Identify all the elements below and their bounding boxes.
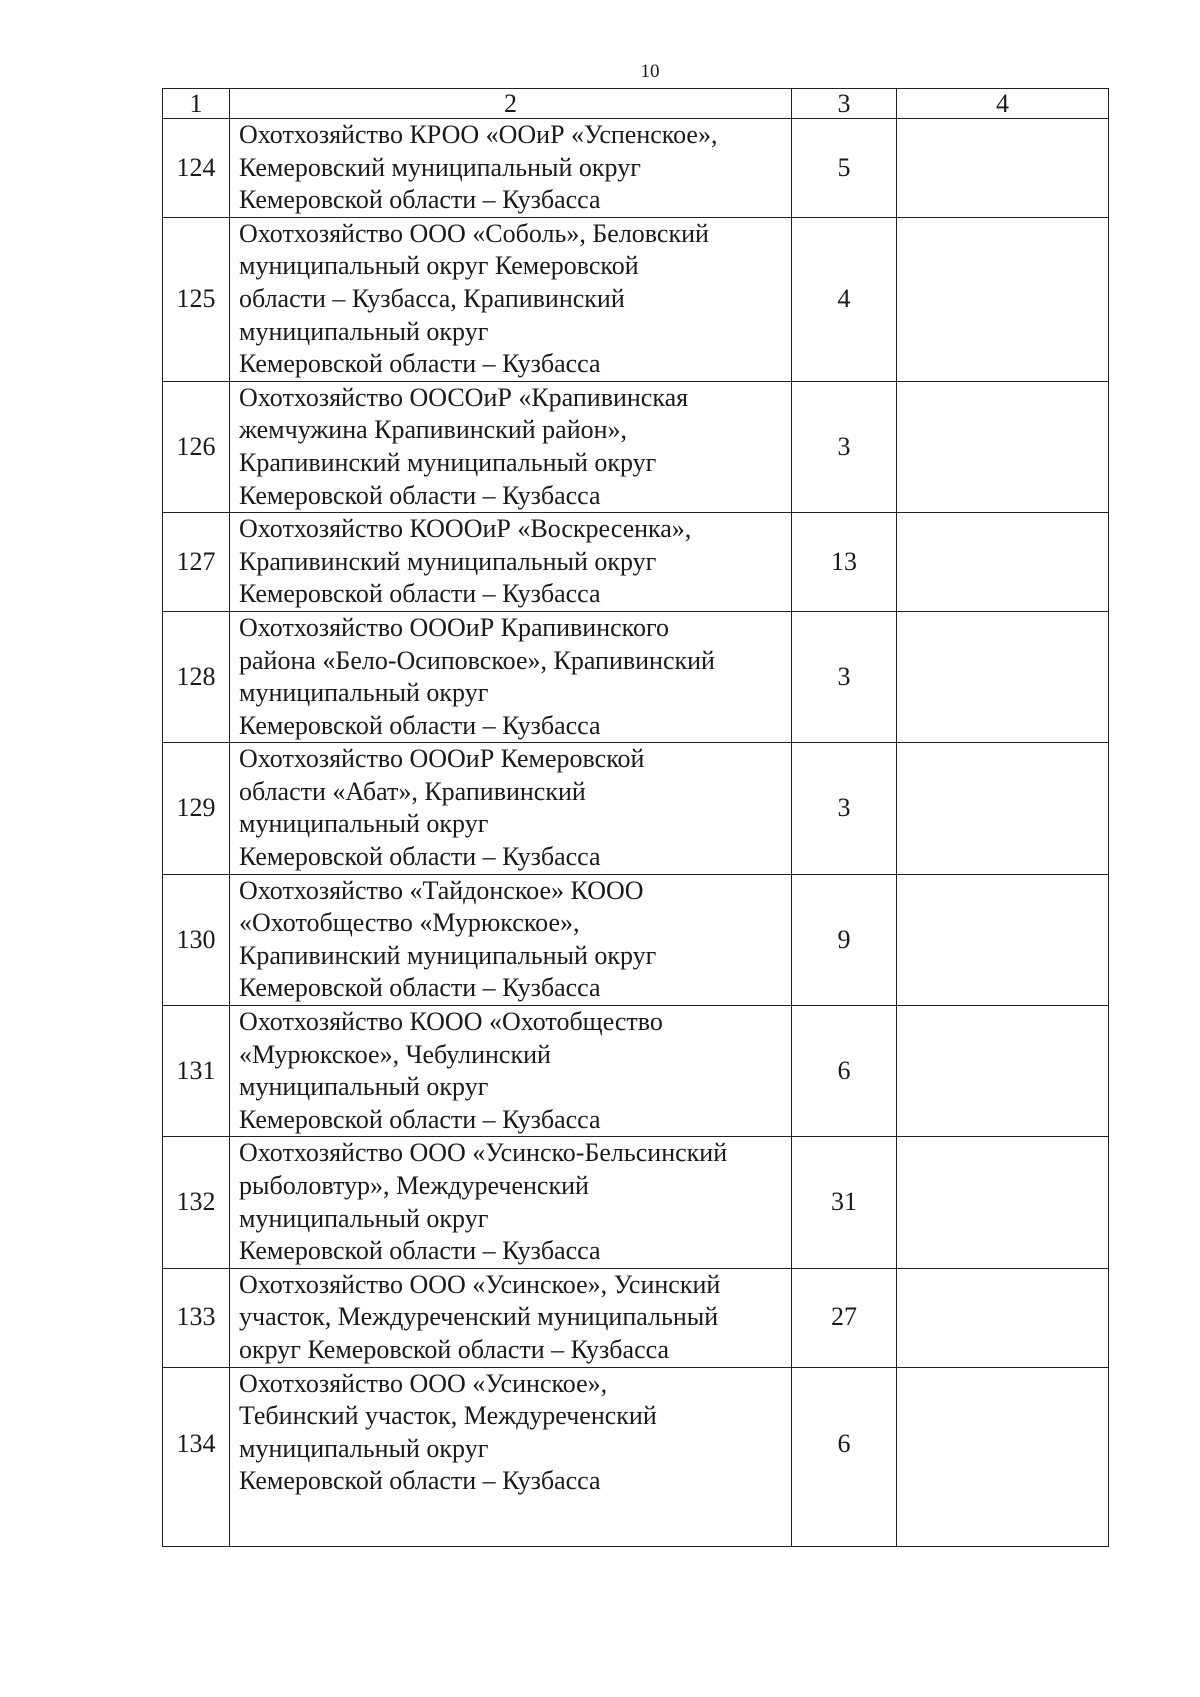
row-number: 125	[163, 217, 230, 381]
hunting-ground-name: Охотхозяйство ООО «Соболь», Беловский муниципальный округ Кемеровской области – Кузбасса, Крапивинский муниципальный округ Кемеровской области – Кузбасса	[230, 217, 792, 381]
table-row	[163, 381, 1109, 512]
row-number: 132	[163, 1137, 230, 1268]
table-row	[163, 217, 1109, 381]
column-header-2: 2	[230, 89, 792, 119]
hunting-ground-name: Охотхозяйство ООСОиР «Крапивинская жемчужина Крапивинский район», Крапивинский муниципальный округ Кемеровской области – Кузбасса	[230, 381, 792, 512]
note-value	[897, 1137, 1109, 1268]
table-row	[163, 1268, 1109, 1367]
note-value	[897, 381, 1109, 512]
quantity-value: 5	[792, 119, 897, 218]
hunting-grounds-table	[162, 88, 1109, 1547]
table-header-row	[163, 89, 1109, 119]
row-number: 127	[163, 513, 230, 612]
row-number: 133	[163, 1268, 230, 1367]
column-header-1: 1	[163, 89, 230, 119]
column-header-4: 4	[897, 89, 1109, 119]
hunting-ground-name: Охотхозяйство КООО «Охотобщество «Мурюкское», Чебулинский муниципальный округ Кемеровской области – Кузбасса	[230, 1006, 792, 1137]
quantity-value: 3	[792, 611, 897, 742]
table-row	[163, 119, 1109, 218]
note-value	[897, 611, 1109, 742]
table-row	[163, 874, 1109, 1005]
page-number: 10	[640, 61, 660, 82]
quantity-value: 6	[792, 1367, 897, 1546]
row-number: 124	[163, 119, 230, 218]
hunting-ground-name: Охотхозяйство ОООиР Крапивинского района «Бело-Осиповское», Крапивинский муниципальный округ Кемеровской области – Кузбасса	[230, 611, 792, 742]
hunting-ground-name: Охотхозяйство ООО «Усинское», Усинский участок, Междуреченский муниципальный округ Кемеровской области – Кузбасса	[230, 1268, 792, 1367]
quantity-value: 9	[792, 874, 897, 1005]
column-header-3: 3	[792, 89, 897, 119]
note-value	[897, 513, 1109, 612]
row-number: 128	[163, 611, 230, 742]
row-number: 134	[163, 1367, 230, 1546]
quantity-value: 13	[792, 513, 897, 612]
hunting-ground-name: Охотхозяйство ООО «Усинское», Тебинский участок, Междуреченский муниципальный округ Кемеровской области – Кузбасса	[230, 1367, 792, 1546]
table-row	[163, 1367, 1109, 1546]
hunting-ground-name: Охотхозяйство КРОО «ООиР «Успенское», Кемеровский муниципальный округ Кемеровской области – Кузбасса	[230, 119, 792, 218]
row-number: 129	[163, 743, 230, 874]
note-value	[897, 1367, 1109, 1546]
note-value	[897, 1006, 1109, 1137]
table-row	[163, 743, 1109, 874]
row-number: 131	[163, 1006, 230, 1137]
row-number: 130	[163, 874, 230, 1005]
quantity-value: 3	[792, 743, 897, 874]
note-value	[897, 874, 1109, 1005]
table-row	[163, 513, 1109, 612]
quantity-value: 6	[792, 1006, 897, 1137]
quantity-value: 27	[792, 1268, 897, 1367]
hunting-ground-name: Охотхозяйство «Тайдонское» КООО «Охотобщество «Мурюкское», Крапивинский муниципальный округ Кемеровской области – Кузбасса	[230, 874, 792, 1005]
quantity-value: 3	[792, 381, 897, 512]
table-body	[163, 89, 1109, 1547]
table-row	[163, 1137, 1109, 1268]
hunting-ground-name: Охотхозяйство КОООиР «Воскресенка», Крапивинский муниципальный округ Кемеровской области – Кузбасса	[230, 513, 792, 612]
table-row	[163, 611, 1109, 742]
hunting-ground-name: Охотхозяйство ОООиР Кемеровской области «Абат», Крапивинский муниципальный округ Кемеровской области – Кузбасса	[230, 743, 792, 874]
note-value	[897, 217, 1109, 381]
hunting-ground-name: Охотхозяйство ООО «Усинско-Бельсинский рыболовтур», Междуреченский муниципальный округ Кемеровской области – Кузбасса	[230, 1137, 792, 1268]
note-value	[897, 743, 1109, 874]
table-row	[163, 1006, 1109, 1137]
note-value	[897, 119, 1109, 218]
row-number: 126	[163, 381, 230, 512]
quantity-value: 31	[792, 1137, 897, 1268]
quantity-value: 4	[792, 217, 897, 381]
note-value	[897, 1268, 1109, 1367]
